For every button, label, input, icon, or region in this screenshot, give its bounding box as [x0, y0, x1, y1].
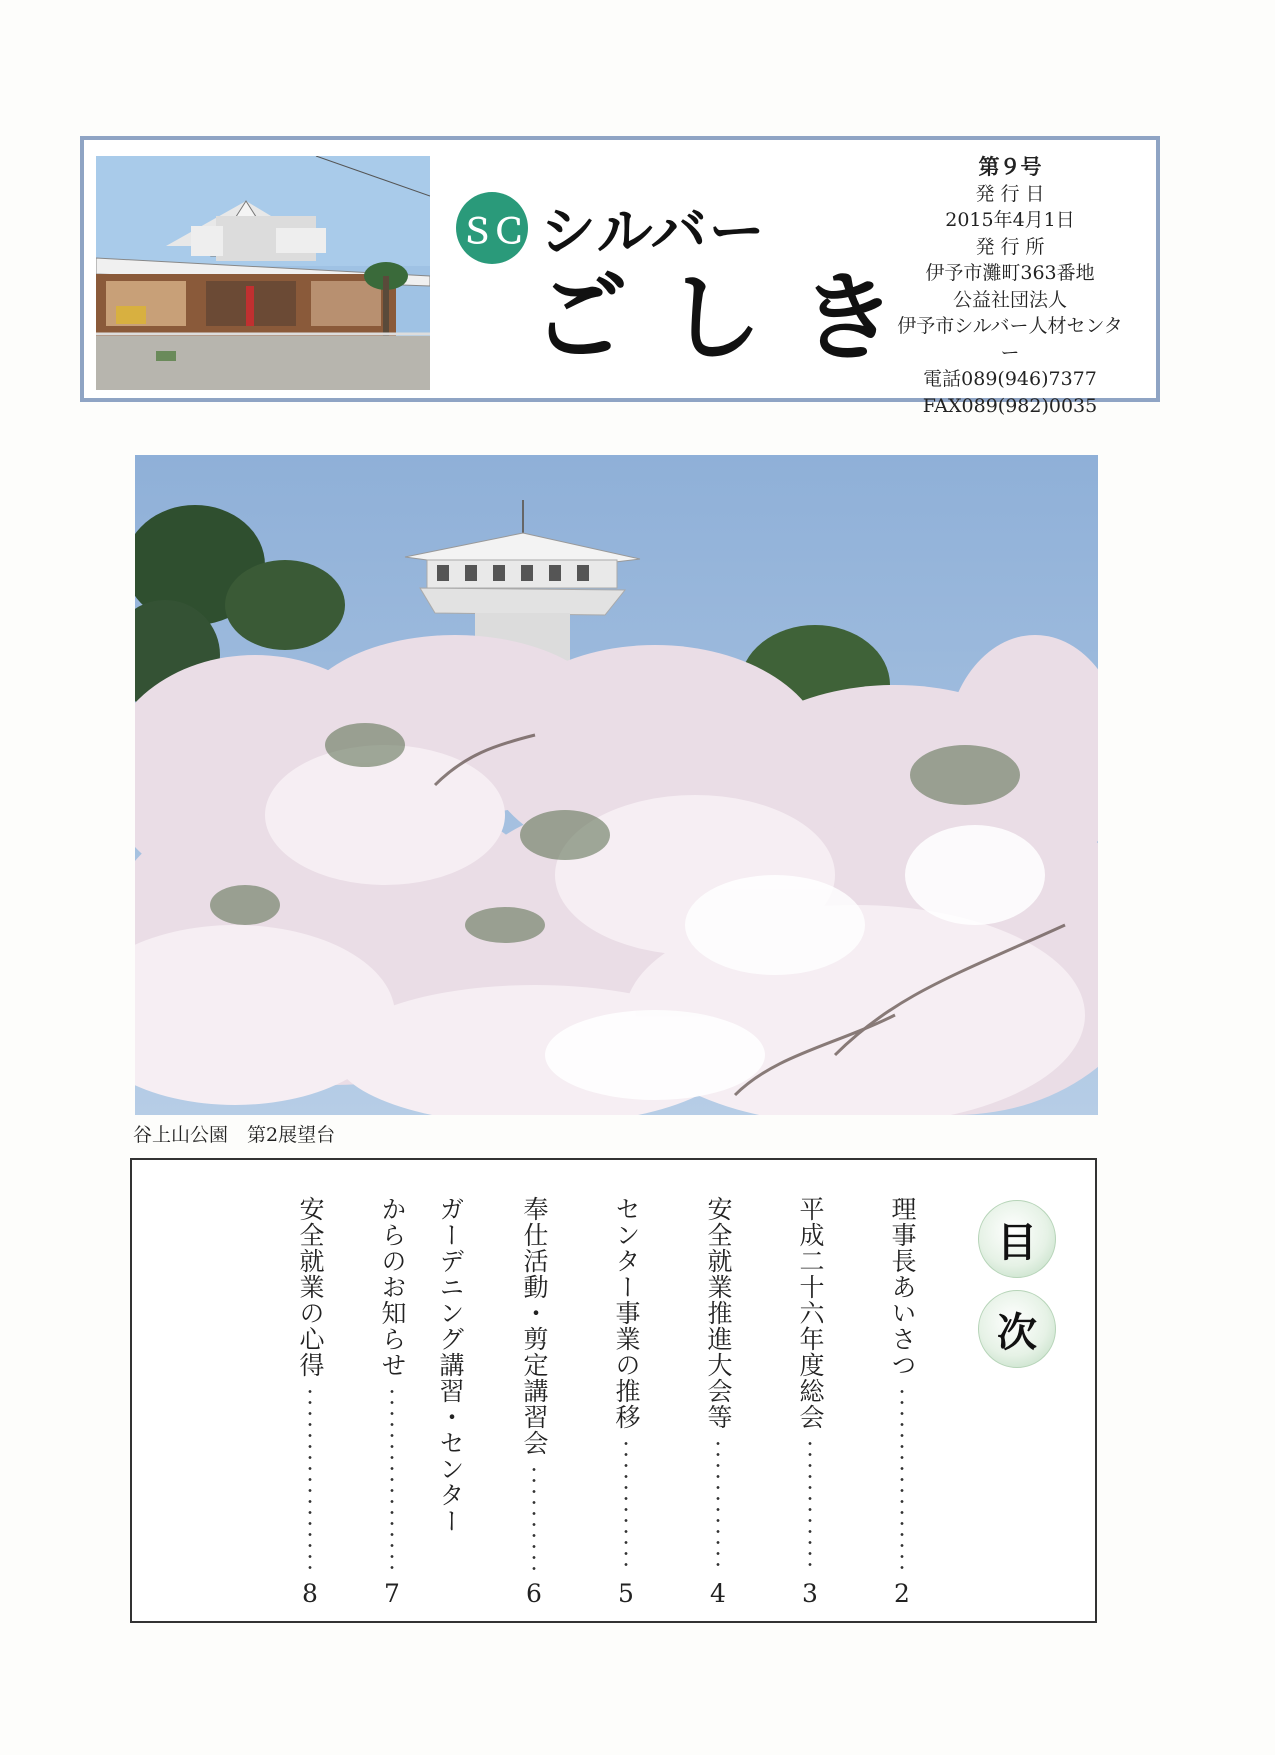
toc-leader-dots [308, 1386, 312, 1573]
toc-heading-char-2: 次 [978, 1290, 1056, 1368]
info-org-type: 公益社団法人 [952, 288, 1067, 311]
toc-heading-char-1: 目 [978, 1200, 1056, 1278]
brand-title: ごしき [532, 261, 934, 374]
toc-item[interactable] [792, 1196, 828, 1606]
brand-subtitle: シルバー [540, 200, 767, 265]
toc-item-title: 安全就業推進大会等 [704, 1196, 733, 1430]
masthead [80, 136, 1160, 417]
toc-item-page: 4 [710, 1579, 726, 1608]
info-fax: FAX089(982)0035 [922, 394, 1098, 417]
toc-item-title: ガーデニング講習・センター [436, 1196, 465, 1534]
toc-item[interactable] [378, 1196, 468, 1608]
info-date: 2015年4月1日 [945, 209, 1075, 231]
table-of-contents [130, 1158, 1097, 1623]
toc-item-title: 平成二十六年度総会 [796, 1196, 825, 1430]
toc-item-page: 5 [618, 1579, 634, 1608]
info-address: 伊予市灘町363番地 [925, 262, 1095, 284]
toc-item-page: 6 [526, 1579, 542, 1608]
silver-logo-icon: ＳＣ [456, 192, 528, 264]
toc-item-page: 7 [384, 1579, 400, 1608]
toc-leader-dots [808, 1438, 812, 1573]
toc-item[interactable] [700, 1196, 736, 1606]
cover-photo [135, 455, 1098, 1115]
info-org-name: 伊予市シルバー人材センター [897, 315, 1123, 364]
toc-item-title: 安全就業の心得 [296, 1196, 325, 1378]
issue-number: 第９号 [978, 155, 1042, 179]
toc-item-page: 3 [802, 1579, 818, 1608]
toc-item[interactable] [516, 1196, 552, 1606]
toc-item-title: センター事業の推移 [612, 1196, 641, 1430]
toc-item[interactable] [884, 1196, 920, 1606]
publication-info [890, 154, 1130, 419]
toc-item-title: 奉仕活動・剪定講習会 [520, 1196, 549, 1456]
info-label-date: 発 行 日 [975, 182, 1045, 205]
toc-item-page: 2 [894, 1579, 910, 1608]
toc-leader-dots [532, 1464, 536, 1573]
info-label-publisher: 発 行 所 [975, 235, 1045, 258]
office-building-photo [96, 156, 430, 390]
toc-item[interactable] [292, 1196, 328, 1606]
toc-item-title-line-2: からのお知らせ [378, 1196, 407, 1378]
toc-leader-dots [390, 1386, 394, 1573]
info-phone: 電話089(946)7377 [923, 368, 1097, 390]
toc-leader-dots [624, 1438, 628, 1573]
toc-leader-dots [716, 1438, 720, 1573]
cover-caption: 谷上山公園 第2展望台 [133, 1124, 336, 1146]
toc-leader-dots [900, 1386, 904, 1573]
toc-item-title: 理事長あいさつ [888, 1196, 917, 1378]
toc-item-page: 8 [302, 1579, 318, 1608]
toc-item[interactable] [608, 1196, 644, 1606]
